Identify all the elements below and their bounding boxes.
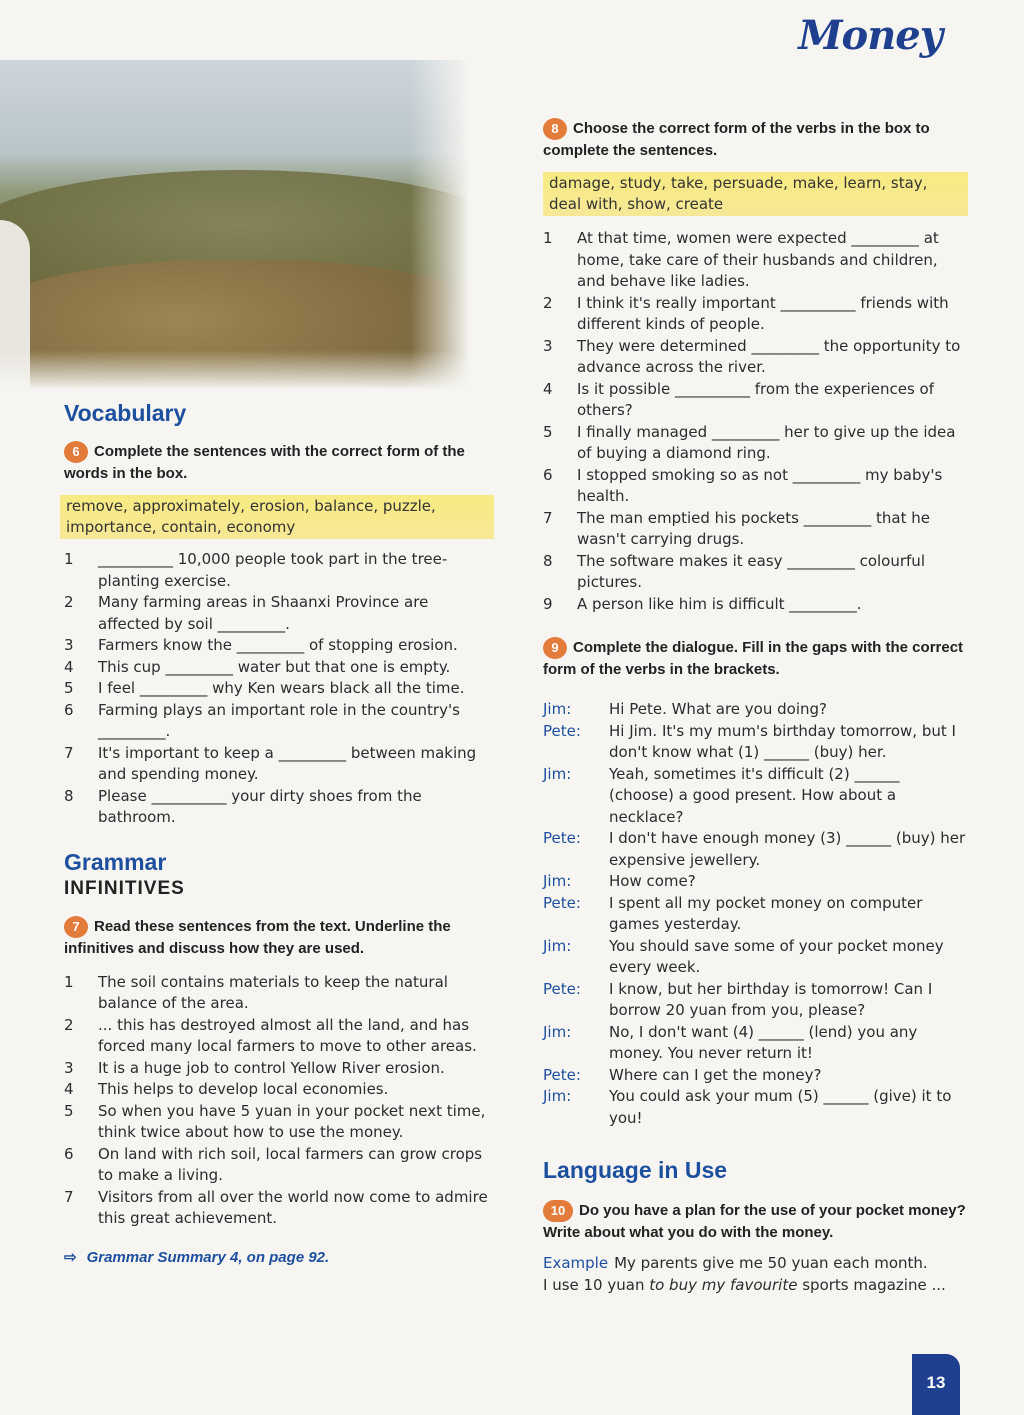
exercise-6-word-box: remove, approximately, erosion, balance, puzzle, importance, contain, economy bbox=[60, 495, 494, 539]
list-item: 1 __________ 10,000 people took part in the tree-planting exercise. bbox=[64, 550, 448, 590]
list-item: 2 ... this has destroyed almost all the land, and has forced many local farmers to move to other areas. bbox=[64, 1015, 477, 1056]
list-item: 8 Please __________ your dirty shoes from the bathroom. bbox=[64, 786, 422, 827]
vocabulary-heading: Vocabulary bbox=[64, 400, 187, 426]
list-item: 6 On land with rich soil, local farmers can grow crops to make a living. bbox=[64, 1144, 483, 1185]
list-item: 7 The man emptied his pockets _________ that he wasn't carrying drugs. bbox=[543, 508, 930, 549]
list-item: 5 So when you have 5 yuan in your pocket next time, think twice about how to use the money. bbox=[64, 1101, 486, 1142]
dialogue-line: Jim: You should save some of your pocket money every week. bbox=[543, 936, 944, 977]
list-item: 4 This cup _________ water but that one is empty. bbox=[64, 657, 451, 676]
exercise-7-list bbox=[64, 972, 494, 1230]
left-column bbox=[64, 400, 494, 1266]
grammar-summary-link[interactable]: ⇨ Grammar Summary 4, on page 92. bbox=[64, 1248, 330, 1266]
list-item: 1 The soil contains materials to keep the natural balance of the area. bbox=[64, 972, 448, 1013]
list-item: 9 A person like him is difficult _________. bbox=[543, 594, 862, 613]
list-item: 2 I think it's really important __________ friends with different kinds of people. bbox=[543, 293, 949, 334]
list-item: 6 Farming plays an important role in the country's _________. bbox=[64, 700, 460, 741]
dialogue-line: Pete: I know, but her birthday is tomorrow! Can I borrow 20 yuan from you, please? bbox=[543, 979, 933, 1020]
list-item: 2 Many farming areas in Shaanxi Province are affected by soil _________. bbox=[64, 593, 429, 633]
infinitives-subheading: INFINITIVES bbox=[64, 877, 185, 899]
dialogue-line: Pete: Hi Jim. It's my mum's birthday tomorrow, but I don't know what (1) ______ (buy) her. bbox=[543, 721, 956, 762]
dialogue-line: Jim: No, I don't want (4) ______ (lend) you any money. You never return it! bbox=[543, 1022, 918, 1063]
exercise-10-instruction: 10 Do you have a plan for the use of your pocket money? Write about what you do with the money. bbox=[543, 1202, 966, 1242]
dialogue-line: Jim: You could ask your mum (5) ______ (give) it to you! bbox=[543, 1087, 952, 1127]
list-item: 3 It is a huge job to control Yellow River erosion. bbox=[64, 1058, 445, 1077]
exercise-9-badge: 9 bbox=[543, 637, 567, 659]
list-item: 7 Visitors from all over the world now come to admire this great achievement. bbox=[64, 1187, 488, 1228]
exercise-8-badge: 8 bbox=[543, 118, 567, 140]
exercise-6-list bbox=[64, 549, 494, 829]
dialogue-line: Jim: Yeah, sometimes it's difficult (2) ______ (choose) a good present. How about a necklace? bbox=[543, 764, 900, 826]
grammar-heading: Grammar bbox=[64, 848, 167, 875]
language-in-use-heading: Language in Use bbox=[543, 1157, 728, 1184]
dialogue-line: Jim: Hi Pete. What are you doing? bbox=[543, 700, 827, 719]
exercise-7-badge: 7 bbox=[64, 916, 88, 938]
page-number: 13 bbox=[912, 1354, 960, 1415]
exercise-9-dialogue bbox=[543, 699, 968, 1129]
dialogue-line: Pete: I spent all my pocket money on computer games yesterday. bbox=[543, 893, 923, 934]
list-item: 1 At that time, women were expected _________ at home, take care of their husbands and children, and behave like ladies. bbox=[543, 229, 939, 291]
exercise-6-badge: 6 bbox=[64, 441, 88, 463]
exercise-9-instruction: 9 Complete the dialogue. Fill in the gaps with the correct form of the verbs in the brackets. bbox=[543, 639, 964, 679]
chapter-title: Money bbox=[798, 12, 942, 59]
exercise-6-instruction: 6 Complete the sentences with the correct form of the words in the box. bbox=[64, 443, 465, 483]
exercise-8-word-box: damage, study, take, persuade, make, learn, stay, deal with, show, create bbox=[543, 172, 968, 216]
landscape-photo bbox=[0, 60, 470, 390]
list-item: 6 I stopped smoking so as not _________ my baby's health. bbox=[543, 465, 943, 506]
list-item: 8 The software makes it easy _________ colourful pictures. bbox=[543, 551, 925, 592]
exercise-7-instruction: 7 Read these sentences from the text. Underline the infinitives and discuss how they are used. bbox=[64, 917, 451, 957]
exercise-10-example: Example My parents give me 50 yuan each month. I use 10 yuan to buy my favourite sports magazine ... bbox=[543, 1254, 946, 1295]
exercise-8-list bbox=[543, 228, 968, 615]
list-item: 3 Farmers know the _________ of stopping erosion. bbox=[64, 636, 458, 655]
dialogue-line: Pete: I don't have enough money (3) ______ (buy) her expensive jewellery. bbox=[543, 829, 966, 869]
list-item: 5 I feel _________ why Ken wears black all the time. bbox=[64, 679, 465, 698]
right-column bbox=[543, 118, 968, 1296]
list-item: 7 It's important to keep a _________ between making and spending money. bbox=[64, 743, 477, 784]
exercise-10-badge: 10 bbox=[543, 1200, 573, 1222]
list-item: 4 Is it possible __________ from the experiences of others? bbox=[543, 379, 935, 420]
list-item: 4 This helps to develop local economies. bbox=[64, 1080, 389, 1099]
dialogue-line: Pete: Where can I get the money? bbox=[543, 1065, 822, 1084]
dialogue-line: Jim: How come? bbox=[543, 872, 696, 891]
list-item: 3 They were determined _________ the opportunity to advance across the river. bbox=[543, 336, 961, 377]
list-item: 5 I finally managed _________ her to give up the idea of buying a diamond ring. bbox=[543, 422, 956, 463]
exercise-8-instruction: 8 Choose the correct form of the verbs in the box to complete the sentences. bbox=[543, 120, 930, 160]
arrow-right-icon: ⇨ bbox=[64, 1248, 77, 1266]
